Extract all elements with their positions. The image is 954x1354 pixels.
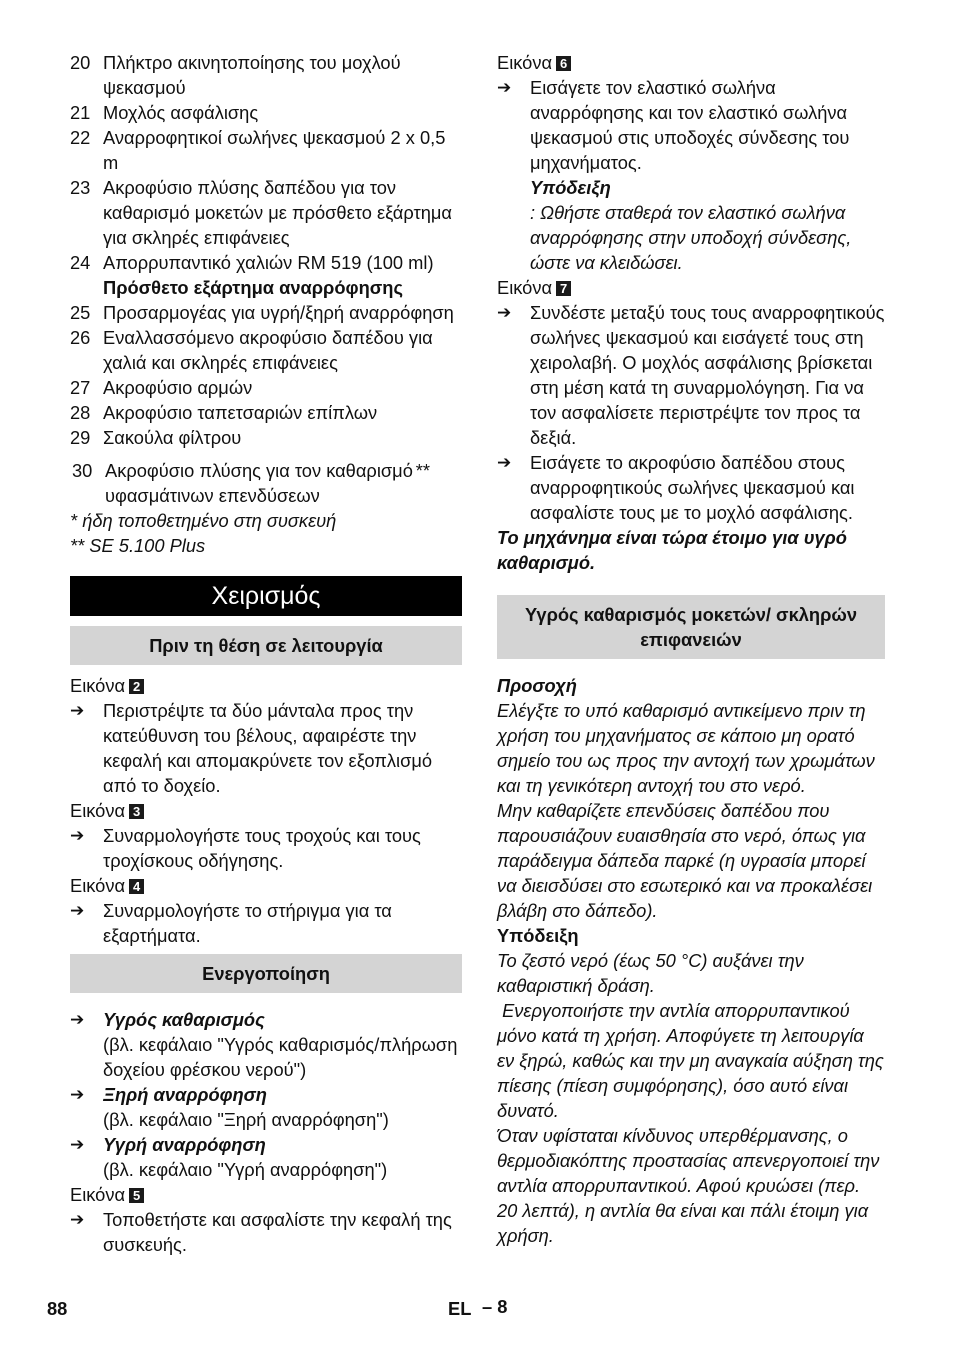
list-item: 25 Προσαρμογέας για υγρή/ξηρή αναρρόφηση (70, 302, 454, 323)
page-number: 88 (47, 1298, 68, 1319)
caution-text: Ελέγξτε το υπό καθαρισμό αντικείμενο πριν τη χρήση του μηχανήματος σε κάποιο μη ορατό σημείο του ως προς την αντοχή των χρωμάτων και τη γενικότερη αντοχή του στο νερό. (497, 700, 875, 796)
caution-title: Προσοχή (497, 675, 577, 696)
footnote: * ήδη τοποθετημένο στη συσκευή (70, 510, 337, 531)
list-item: 29 Σακούλα φίλτρου (70, 427, 242, 448)
mode-item: ➔ Ξηρή αναρρόφηση (70, 1084, 267, 1105)
arrow-icon: ➔ (70, 1210, 85, 1229)
note-text: : Ωθήστε σταθερά τον ελαστικό σωλήνα αναρρόφησης στην υποδοχή σύνδεσης, ώστε να κλειδώσει. (530, 202, 852, 273)
arrow-icon: ➔ (497, 453, 512, 472)
figure-ref: Εικόνα 3 (70, 798, 462, 823)
arrow-icon: ➔ (70, 1085, 85, 1104)
ready-statement: Το μηχάνημα είναι τώρα έτοιμο για υγρό καθαρισμό. (497, 527, 847, 573)
note-title: Υπόδειξη (530, 177, 611, 198)
arrow-icon: ➔ (70, 826, 85, 845)
list-item: 28 Ακροφύσιο ταπετσαριών επίπλων (70, 402, 378, 423)
instruction-step: ➔ Συναρμολογήστε το στήριγμα για τα εξαρτήματα. (70, 900, 392, 946)
figure-ref: Εικόνα 7 (497, 275, 885, 300)
instruction-step: ➔ Τοποθετήστε και ασφαλίστε την κεφαλή της συσκευής. (70, 1209, 452, 1255)
caution-text: Μην καθαρίζετε επενδύσεις δαπέδου που παρουσιάζουν ευαισθησία στο νερό, όπως για παράδειγμα δάπεδα παρκέ (η υγρασία μπορεί να διεισδύσει στο εσωτερικό και να προκαλέσει βλάβη στο δάπεδο). (497, 800, 873, 921)
hint-text: Το ζεστό νερό (έως 50 °C) αυξάνει την καθαριστική δράση. (497, 950, 804, 996)
section-page: – 8 (482, 1296, 508, 1317)
footnote: ** SE 5.100 Plus (70, 535, 206, 556)
subsection-title: Υγρός καθαρισμός μοκετών/ σκληρών επιφανειών (497, 595, 885, 659)
hint-text: Όταν υφίσταται κίνδυνος υπερθέρμανσης, ο θερμοδιακόπτης προστασίας απενεργοποιεί την αντλία απορρυπαντικού. Αφού κρυώσει (περ. 20 λεπτά), η αντλία θα είναι και πάλι έτοιμη για χρήση. (497, 1125, 880, 1246)
figure-ref: Εικόνα 2 (70, 673, 462, 698)
instruction-step: ➔ Συναρμολογήστε τους τροχούς και τους τροχίσκους οδήγησης. (70, 825, 421, 871)
list-item: 22 Αναρροφητικοί σωλήνες ψεκασμού 2 x 0,5 m (70, 127, 446, 173)
mode-item: ➔ Υγρός καθαρισμός (70, 1009, 265, 1030)
list-item: 27 Ακροφύσιο αρμών (70, 377, 253, 398)
hint-text: Ενεργοποιήστε την αντλία απορρυπαντικού μόνο κατά τη χρήση. Αποφύγετε τη λειτουργία εν ξηρώ, καθώς και την μη αναγκαία αύξηση της πίεσης (πίεση συμφόρησης), όσο αυτό είναι δυνατό. (497, 1000, 889, 1121)
hint-title: Υπόδειξη (497, 925, 579, 946)
figure-ref: Εικόνα 4 (70, 873, 462, 898)
section-title: Χειρισμός (70, 576, 462, 616)
arrow-icon: ➔ (497, 78, 512, 97)
figure-ref: Εικόνα 6 (497, 50, 885, 75)
instruction-step: ➔ Εισάγετε τον ελαστικό σωλήνα αναρρόφησης και τον ελαστικό σωλήνα ψεκασμού στις υποδοχές σύνδεσης του μηχανήματος. (497, 77, 850, 173)
accessory-heading: Πρόσθετο εξάρτημα αναρρόφησης (103, 277, 403, 298)
mode-reference: (βλ. κεφάλαιο "Ξηρή αναρρόφηση") (103, 1109, 389, 1130)
mode-item: ➔ Υγρή αναρρόφηση (70, 1134, 266, 1155)
arrow-icon: ➔ (70, 701, 85, 720)
instruction-step: ➔ Εισάγετε το ακροφύσιο δαπέδου στους αναρροφητικούς σωλήνες ψεκασμού και ασφαλίστε τους με το μοχλό ασφάλισης. (497, 452, 855, 523)
list-item: 20 Πλήκτρο ακινητοποίησης του μοχλού ψεκασμού (70, 52, 401, 98)
left-column (70, 50, 462, 1257)
right-column (497, 50, 889, 1248)
list-item: 21 Μοχλός ασφάλισης (70, 102, 259, 123)
list-item: 24 Απορρυπαντικό χαλιών RM 519 (100 ml) (70, 252, 434, 273)
subsection-title: Πριν τη θέση σε λειτουργία (70, 626, 462, 665)
instruction-step: ➔ Συνδέστε μεταξύ τους τους αναρροφητικούς σωλήνες ψεκασμού και εισάγετέ τους στη χειρολαβή. Ο μοχλός ασφάλισης βρίσκεται στη μέση κατά τη συναρμολόγηση. Για να τον ασφαλίσετε περιστρέψτε τον προς τα δεξιά. (497, 302, 885, 448)
mode-reference: (βλ. κεφάλαιο "Υγρή αναρρόφηση") (103, 1159, 388, 1180)
figure-ref: Εικόνα 5 (70, 1182, 462, 1207)
list-item: 23 Ακροφύσιο πλύσης δαπέδου για τον καθαρισμό μοκετών με πρόσθετο εξάρτημα για σκληρές επιφάνειες (70, 177, 452, 248)
language-code: EL (448, 1298, 472, 1319)
arrow-icon: ➔ (70, 1135, 85, 1154)
arrow-icon: ➔ (70, 1010, 85, 1029)
subsection-title: Ενεργοποίηση (70, 954, 462, 993)
list-item: 26 Εναλλασσόμενο ακροφύσιο δαπέδου για χαλιά και σκληρές επιφάνειες (70, 327, 433, 373)
arrow-icon: ➔ (70, 901, 85, 920)
list-item: 30 Ακροφύσιο πλύσης για τον καθαρισμό υφασμάτινων επενδύσεων ** (72, 460, 430, 506)
mode-reference: (βλ. κεφάλαιο "Υγρός καθαρισμός/πλήρωση δοχείου φρέσκου νερού") (103, 1034, 458, 1080)
arrow-icon: ➔ (497, 303, 512, 322)
instruction-step: ➔ Περιστρέψτε τα δύο μάνταλα προς την κατεύθυνση του βέλους, αφαιρέστε την κεφαλή και απομακρύνετε τον εξοπλισμό από το δοχείο. (70, 700, 433, 796)
